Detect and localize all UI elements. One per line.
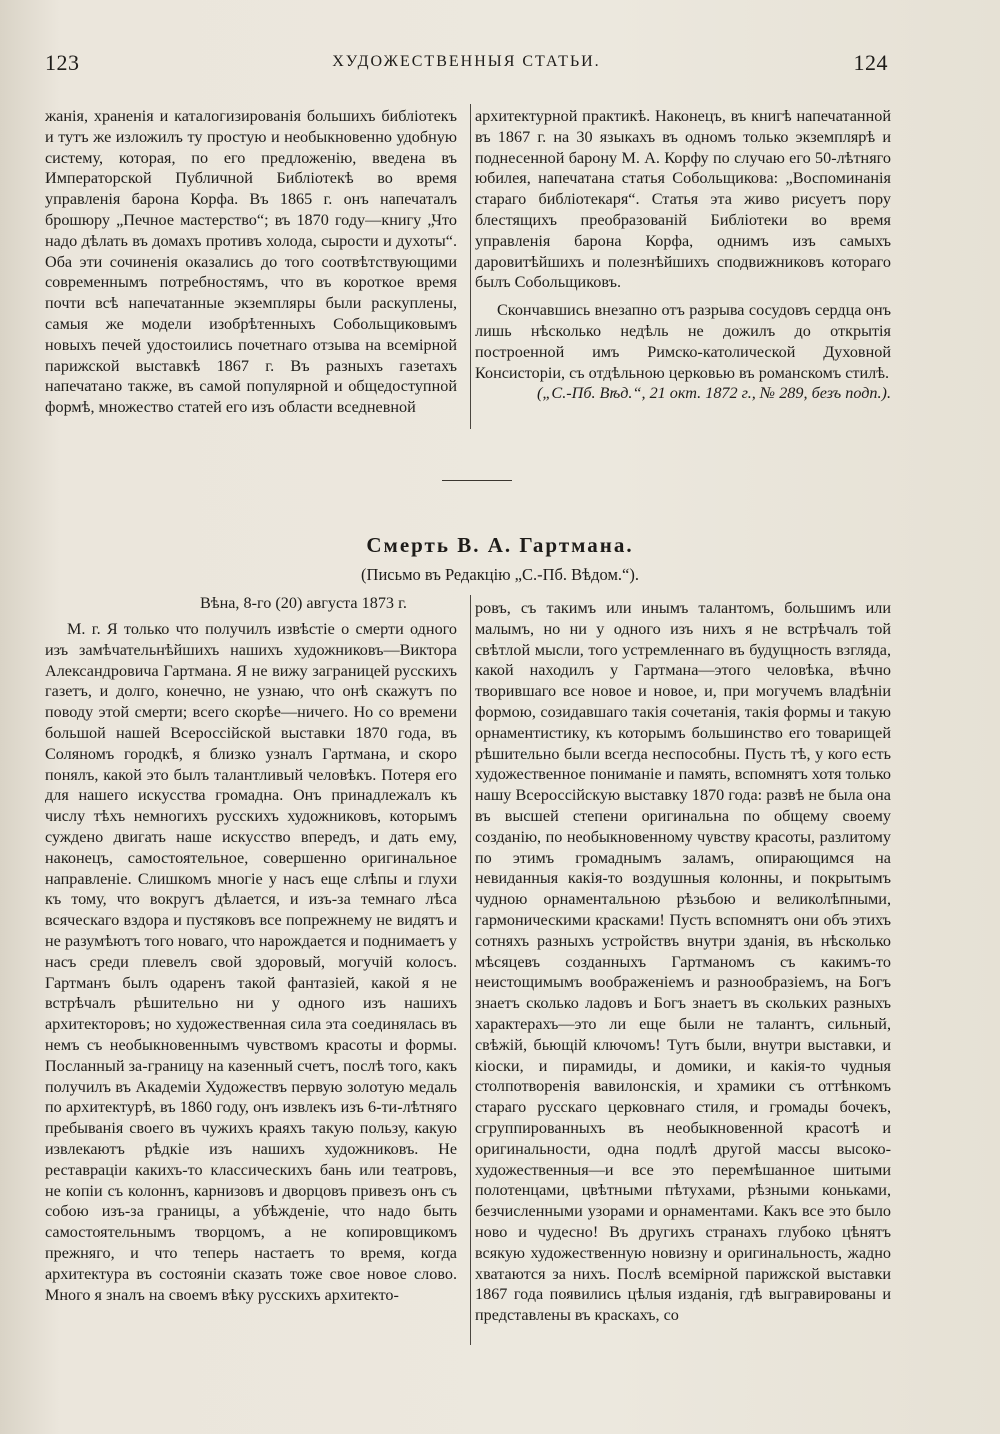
running-title: ХУДОЖЕСТВЕННЫЯ СТАТЬИ. bbox=[332, 53, 601, 70]
top-right-column bbox=[475, 106, 891, 404]
page-number-right: 124 bbox=[853, 50, 888, 75]
article-title: Смерть В. А. Гартмана. bbox=[366, 533, 634, 557]
top-left-text: жанія, храненія и каталогизированія большихъ библіотекъ и тутъ же изложилъ ту простую и необыкновенно удобную систему, которая, по его предложенію, введена въ Императорской Публичной Библіотекѣ во время управленія барона Корфа. Въ 1865 г. онъ напечаталъ брошюру „Печное мастерство“; въ 1870 году—книгу „Что надо дѣлать въ домахъ противъ холода, сырости и духоты“. Оба эти сочиненія оказались до того соотвѣтствующими современнымъ потребностямъ, что въ короткое время почти всѣ напечатанные экземпляры были раскуплены, самыя же модели изобрѣтенныхъ Собольщиковымъ новыхъ печей удостоились почетнаго отзыва на всемірной парижской выставкѣ 1867 г. Въ разныхъ газетахъ напечатано также, въ самой популярной и общедоступной формѣ, множество статей его изъ области вседневной bbox=[45, 107, 457, 417]
article-right-column bbox=[475, 598, 891, 1326]
article-dateline: Вѣна, 8-го (20) августа 1873 г. bbox=[200, 594, 407, 612]
article-subtitle: (Письмо въ Редакцію „С.-Пб. Вѣдом.“). bbox=[361, 565, 639, 584]
article-left-column bbox=[45, 619, 457, 1305]
source-citation: („С.-Пб. Вѣд.“, 21 окт. 1872 г., № 289, безъ подп.). bbox=[537, 384, 891, 403]
column-divider-bottom bbox=[470, 595, 471, 1345]
article-right-text: ровъ, съ такимъ или инымъ талантомъ, большимъ или малымъ, но ни у одного изъ нихъ я не встрѣчалъ той свѣтлой мысли, того устремленнаго въ будущность взгляда, какой находилъ у Гартмана—этого человѣка, вѣчно творившаго все новое и новое, и, при могучемъ владѣніи формою, созидавшаго такія сочетанія, такія формы и такую орнаментистику, къ которымъ большинство его товарищей рѣшительно были всегда неспособны. Пусть тѣ, у кого есть художественное пониманіе и память, вспомнятъ хотя только нашу Всероссійскую выставку 1870 года: развѣ не была она въ высшей степени оригинальна по общему своему созданію, по необыкновенному чувству красоты, разлитому по этимъ громаднымъ заламъ, опирающимся на невиданныя какія-то воздушныя колонны, и покрытымъ чудною орнаментальною рѣзьбою и великолѣпными, гармоническими красками! Пусть вспомнятъ они объ этихъ сотняхъ разныхъ устройствъ внутри зданія, въ нѣсколько мѣсяцевъ созданныхъ Гартманомъ съ какимъ-то неистощимымъ воображеніемъ и разнообразіемъ, на Богъ знаетъ сколько ладовъ и Богъ знаетъ въ скольких разныхъ характерахъ—это ли еще были не талантъ, сильный, свѣжій, бьющій ключомъ! Тутъ были, внутри выставки, и кіоски, и пирамиды, и домики, и какія-то чудныя столпотворенія вавилонскія, и храмики съ оттѣнкомъ стараго русскаго церковнаго стиля, и громады бочекъ, сгруппированныхъ въ необыкновенной красотѣ и оригинальности, одна подлѣ другой массы высоко-художественныя—и все это перемѣшанное шитыми полотенцами, цвѣтными пѣтухами, рѣзными коньками, безчисленными узорами и орнаментами. Какъ все это было ново и чудесно! Въ другихъ странахъ глубоко цѣнятъ всякую художественную новизну и оригинальность, жадно хватаются за нихъ. Послѣ всемірной парижской выставки 1867 года появились цѣлыя изданія, гдѣ выгравированы и представлены въ краскахъ, со bbox=[475, 599, 891, 1325]
article-left-text: М. г. Я только что получилъ извѣстіе о смерти одного изъ замѣчательнѣйшихъ нашихъ художниковъ—Виктора Александровича Гартмана. Я не вижу заграницей русскихъ газетъ, и долго, конечно, не узнаю, что онѣ скажутъ по поводу этой смерти; всего скорѣе—ничего. Но со времени большой нашей Всероссійской выставки 1870 года, въ Соляномъ городкѣ, я близко узналъ Гартмана, и скоро понялъ, какой это былъ талантливый человѣкъ. Потеря его для нашего искусства громадна. Онъ принадлежалъ къ числу тѣхъ немногихъ русскихъ художниковъ, которымъ суждено двигать наше искусство впередъ, и дать ему, наконецъ, самостоятельное, совершенно оригинальное направленіе. Слишкомъ многіе у насъ еще слѣпы и глухи къ тому, что вокругъ дѣлается, и изъ-за темнаго лѣса всяческаго вздора и пустяковъ все попрежнему не видятъ и не разумѣютъ того новаго, что нарождается и поднимаетъ у насъ среди плевелъ свой здоровый, могучій колосъ. Гартманъ былъ одаренъ такой фантазіей, какой я не встрѣчалъ рѣшительно ни у одного изъ нашихъ архитекторовъ; но художественная сила эта соединялась въ немъ съ необыкновеннымъ чувствомъ красоты и формы. Посланный за-границу на казенный счетъ, послѣ того, какъ получилъ въ Академіи Художествъ первую золотую медаль по архитектурѣ, въ 1860 году, онъ извлекъ изъ 6-ти-лѣтняго пребыванія своего въ чужихъ краяхъ такую пользу, какую извлекаютъ рѣдкіе изъ нашихъ художниковъ. Не реставраціи какихъ-то классическихъ бань или театровъ, не копіи съ колоннъ, карнизовъ и дворцовъ привезъ онъ съ собою изъ-за границы, а убѣжденіе, что надо быть самостоятельнымъ творцомъ, а не копировщикомъ прежняго, и что теперь настаетъ то время, когда архитектура въ состояніи сказать тоже свое новое слово. Много я зналъ на своемъ вѣку русскихъ архитекто- bbox=[45, 620, 457, 1304]
top-right-paragraph-2: Скончавшись внезапно отъ разрыва сосудовъ сердца онъ лишь нѣсколько недѣль не дожилъ до открытія построенной имъ Римско-католической Духовной Консисторіи, съ отдѣльною церковью въ романскомъ стилѣ. bbox=[475, 301, 891, 382]
column-divider-top bbox=[470, 104, 471, 429]
section-separator bbox=[442, 480, 512, 481]
top-right-paragraph-1: архитектурной практикѣ. Наконецъ, въ книгѣ напечатанной въ 1867 г. на 30 языкахъ въ одномъ только экземплярѣ и поднесенной барону М. А. Корфу по случаю его 50-лѣтняго юбилея, напечатана статья Собольщикова: „Воспоминанія стараго библіотекаря“. Статья эта живо рисуетъ пору блестящихъ преобразованій Библіотеки во время управленія барона Корфа, однимъ изъ самыхъ даровитѣйшихъ и полезнѣйшихъ сподвижниковъ котораго былъ Собольщиковъ. bbox=[475, 107, 891, 292]
top-left-column bbox=[45, 106, 457, 418]
page-number-left: 123 bbox=[45, 50, 80, 75]
page-header bbox=[45, 50, 888, 76]
